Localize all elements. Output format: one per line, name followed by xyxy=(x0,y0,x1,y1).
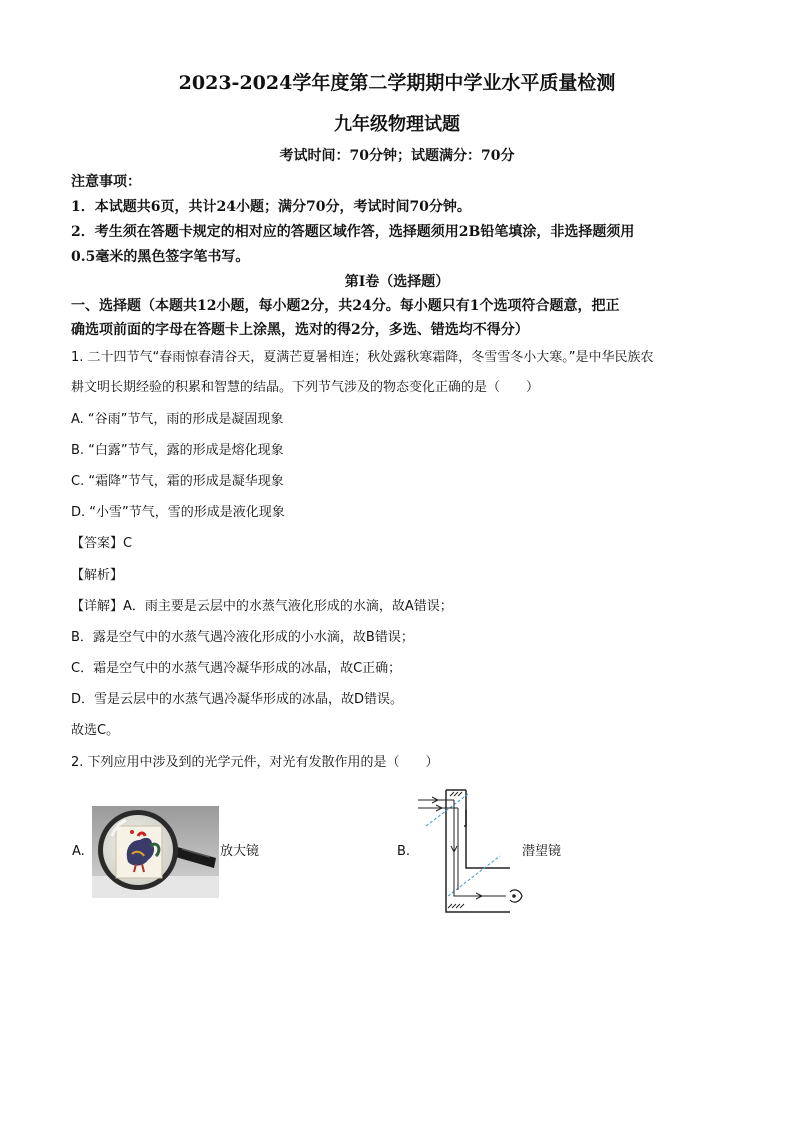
q2-option-b-letter: B. xyxy=(397,844,411,859)
q1-conclusion: 故选C。 xyxy=(71,723,120,738)
q2-option-b-label: 潜望镜 xyxy=(522,844,562,859)
q1-detail-d: D．雪是云层中的水蒸气遇冷凝华形成的冰晶，故D错误。 xyxy=(71,692,404,707)
magnifier-photo xyxy=(92,806,219,898)
answer-label: 【答案】 xyxy=(71,536,124,551)
periscope-diagram xyxy=(416,786,526,916)
q1-detail-b: B．露是空气中的水蒸气遇冷液化形成的小水滴，故B错误； xyxy=(71,630,414,645)
answer-value: C xyxy=(123,536,133,551)
notice-heading: 注意事项： xyxy=(71,174,141,190)
exam-title: 2023-2024学年度第二学期期中学业水平质量检测 xyxy=(178,72,616,94)
q1-detail-c: C．霜是空气中的水蒸气遇冷凝华形成的冰晶，故C正确； xyxy=(71,661,402,676)
q2-option-a-letter: A. xyxy=(72,844,85,859)
q2-option-a-label: 放大镜 xyxy=(220,844,260,859)
exam-info: 考试时间：70分钟；试题满分：70分 xyxy=(279,148,515,164)
section-intro-b: 确选项前面的字母在答题卡上涂黑，选对的得2分，多选、错选均不得分） xyxy=(71,322,529,338)
q1-stem-a: 1. 二十四节气“春雨惊春清谷天，夏满芒夏暑相连；秋处露秋寒霜降，冬雪雪冬小大寒。”是中华民族农 xyxy=(71,350,654,365)
notice-item-2b: 0.5毫米的黑色签字笔书写。 xyxy=(71,249,250,265)
q1-analysis-label: 【解析】 xyxy=(71,568,124,583)
section-intro-a: 一、选择题（本题共12小题，每小题2分，共24分。每小题只有1个选项符合题意，把正 xyxy=(71,298,620,314)
q1-option-a: A. “谷雨”节气，雨的形成是凝固现象 xyxy=(71,412,284,427)
section-title: 第Ⅰ卷（选择题） xyxy=(344,274,450,290)
q1-stem-b: 耕文明长期经验的积累和智慧的结晶。下列节气涉及的物态变化正确的是（ ） xyxy=(71,380,540,395)
q2-stem: 2. 下列应用中涉及到的光学元件，对光有发散作用的是（ ） xyxy=(71,755,439,770)
notice-item-2a: 2．考生须在答题卡规定的相对应的答题区域作答，选择题须用2B铅笔填涂，非选择题须用 xyxy=(71,224,635,240)
q1-answer xyxy=(71,534,731,554)
notice-item-1: 1．本试题共6页，共计24小题；满分70分，考试时间70分钟。 xyxy=(71,199,471,215)
exam-subtitle: 九年级物理试题 xyxy=(334,114,460,135)
q1-option-d: D. “小雪”节气，雪的形成是液化现象 xyxy=(71,505,285,520)
q1-option-b: B. “白露”节气，露的形成是熔化现象 xyxy=(71,443,284,458)
q1-detail-a: 【详解】A．雨主要是云层中的水蒸气液化形成的水滴，故A错误； xyxy=(71,599,453,614)
q1-option-c: C. “霜降”节气，霜的形成是凝华现象 xyxy=(71,474,284,489)
